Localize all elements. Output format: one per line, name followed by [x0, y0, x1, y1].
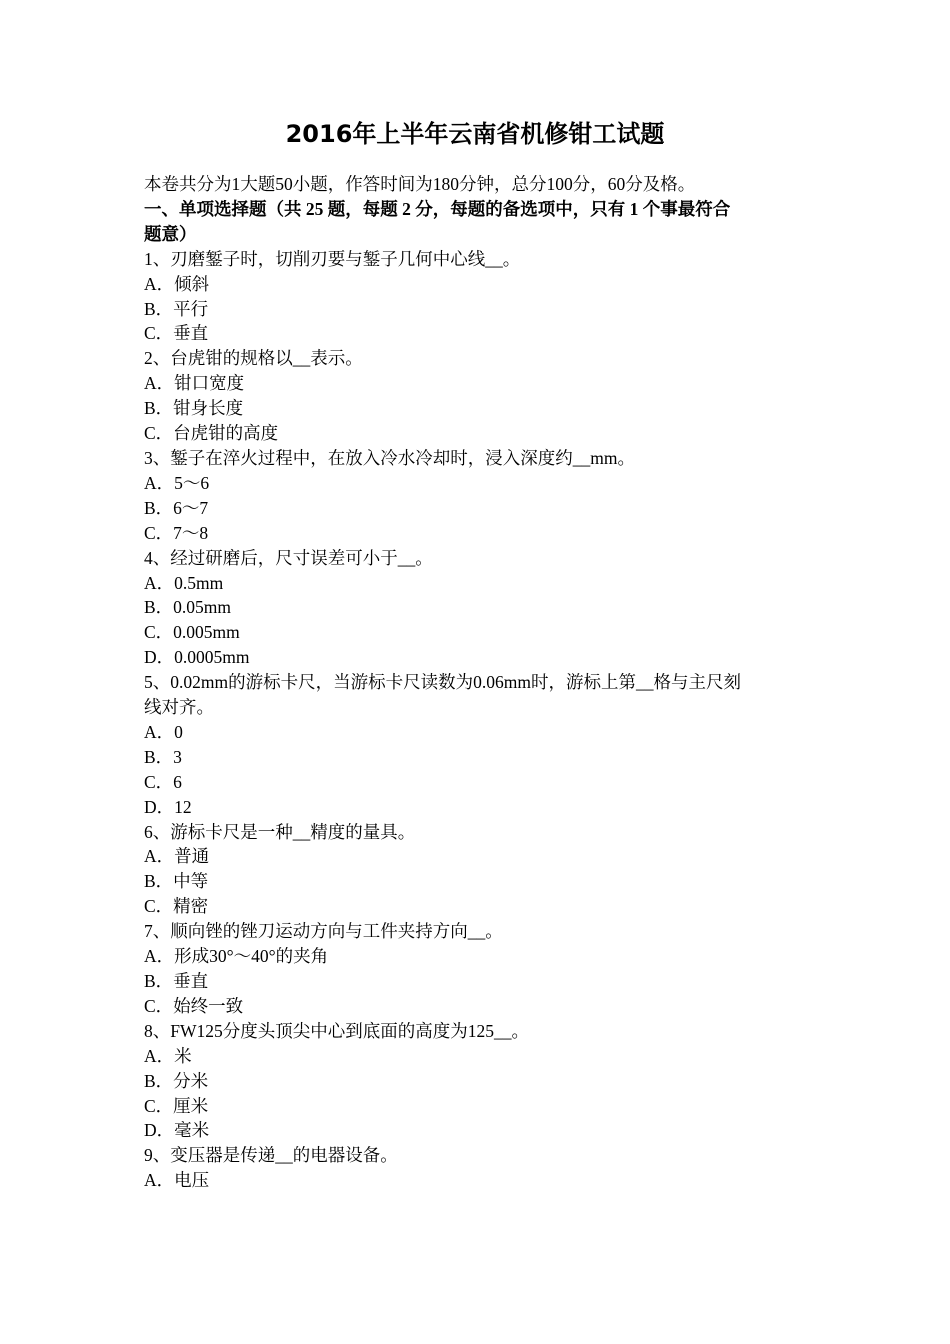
answer-option: D．0.0005mm: [144, 647, 250, 668]
question-stem: 7、顺向锉的锉刀运动方向与工件夹持方向__。: [144, 921, 503, 942]
answer-option: A．钳口宽度: [144, 373, 245, 394]
question-stem: 8、FW125分度头顶尖中心到底面的高度为125__。: [144, 1020, 529, 1041]
answer-option: C．6: [144, 771, 182, 792]
answer-option: A．5～6: [144, 472, 210, 493]
section-heading-cont: 题意）: [144, 223, 197, 244]
answer-option: B．平行: [144, 298, 209, 319]
question-stem: 5、0.02mm的游标卡尺，当游标卡尺读数为0.06mm时，游标上第__格与主尺刻: [144, 672, 741, 693]
answer-option: C．0.005mm: [144, 622, 240, 643]
answer-option: A．倾斜: [144, 273, 210, 294]
document-title: 2016年上半年云南省机修钳工试题: [285, 120, 665, 148]
answer-option: B．0.05mm: [144, 597, 232, 618]
answer-option: B．3: [144, 746, 182, 767]
answer-option: A．米: [144, 1045, 192, 1066]
answer-option: A．0.5mm: [144, 572, 224, 593]
question-stem: 9、变压器是传递__的电器设备。: [144, 1145, 398, 1166]
answer-option: C．台虎钳的高度: [144, 423, 279, 444]
answer-option: A．0: [144, 721, 183, 742]
answer-option: B．分米: [144, 1070, 209, 1091]
answer-option: C．7～8: [144, 522, 209, 543]
answer-option: B．钳身长度: [144, 398, 244, 419]
question-stem: 1、刃磨錾子时，切削刃要与錾子几何中心线__。: [144, 248, 521, 269]
question-stem-cont: 线对齐。: [144, 697, 214, 718]
answer-option: A．形成30°～40°的夹角: [144, 946, 329, 967]
answer-option: B．垂直: [144, 971, 209, 991]
document-body: [144, 172, 812, 1193]
answer-option: D．毫米: [144, 1120, 210, 1141]
answer-option: B．中等: [144, 871, 209, 892]
question-stem: 4、经过研磨后，尺寸误差可小于__。: [144, 547, 433, 568]
question-stem: 2、台虎钳的规格以__表示。: [144, 348, 363, 369]
question-stem: 6、游标卡尺是一种__精度的量具。: [144, 821, 416, 842]
answer-option: C．厘米: [144, 1095, 209, 1116]
answer-option: B．6～7: [144, 497, 209, 518]
answer-option: C．垂直: [144, 323, 209, 344]
section-heading: 一、单项选择题（共 25 题，每题 2 分，每题的备选项中，只有 1 个事最符合: [144, 198, 731, 219]
answer-option: A．电压: [144, 1170, 210, 1191]
answer-option: C．始终一致: [144, 995, 244, 1016]
answer-option: A．普通: [144, 846, 210, 867]
answer-option: D．12: [144, 796, 192, 817]
answer-option: C．精密: [144, 896, 209, 917]
question-stem: 3、錾子在淬火过程中，在放入冷水冷却时，浸入深度约__mm。: [144, 447, 635, 468]
exam-intro: 本卷共分为1大题50小题，作答时间为180分钟，总分100分，60分及格。: [144, 174, 696, 194]
